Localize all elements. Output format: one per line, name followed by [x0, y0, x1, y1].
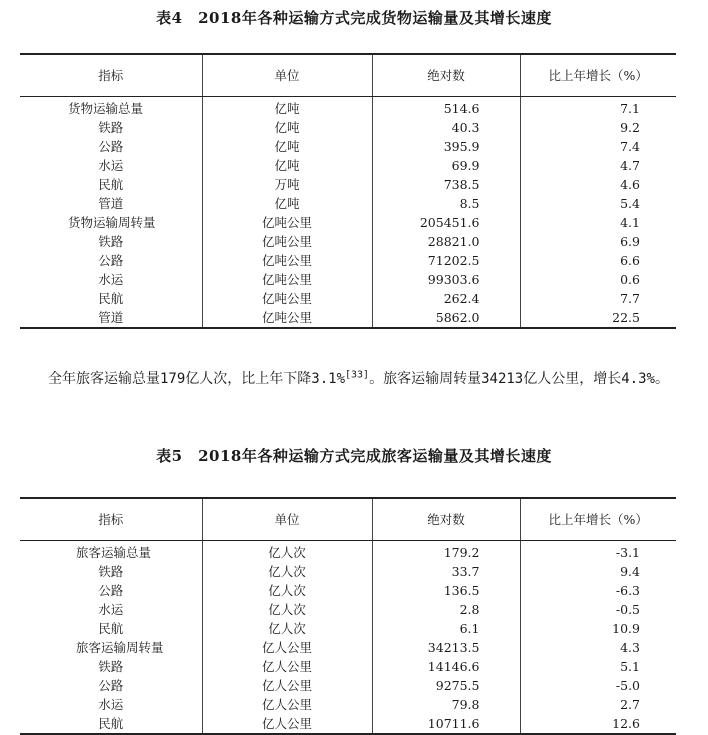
- row-value: 9275.5: [372, 676, 520, 695]
- table-row: [20, 581, 676, 600]
- row-growth: -6.3: [520, 581, 676, 600]
- row-unit: 亿吨: [202, 156, 372, 175]
- row-growth: 6.6: [520, 251, 676, 270]
- table-row: [20, 676, 676, 695]
- row-unit: 亿人次: [202, 562, 372, 581]
- table-row: [20, 118, 676, 137]
- row-value: 738.5: [372, 175, 520, 194]
- row-indicator: 民航: [98, 290, 124, 306]
- table-row: [20, 251, 676, 270]
- table-row: [20, 213, 676, 232]
- table-row: [20, 308, 676, 328]
- row-value: 262.4: [372, 289, 520, 308]
- row-indicator: 民航: [98, 176, 124, 192]
- row-unit: 亿人次: [202, 600, 372, 619]
- row-value: 8.5: [372, 194, 520, 213]
- table-header-row: [20, 54, 676, 96]
- table-row: [20, 657, 676, 676]
- row-indicator: 货物运输周转量: [68, 214, 156, 230]
- row-unit: 亿吨公里: [202, 270, 372, 289]
- table-row: [20, 714, 676, 734]
- row-unit: 亿吨公里: [202, 213, 372, 232]
- row-indicator: 公路: [98, 252, 124, 268]
- row-growth: 7.1: [520, 96, 676, 118]
- row-value: 514.6: [372, 96, 520, 118]
- row-value: 33.7: [372, 562, 520, 581]
- row-value: 10711.6: [372, 714, 520, 734]
- row-growth: 4.7: [520, 156, 676, 175]
- row-growth: 22.5: [520, 308, 676, 328]
- row-indicator: 铁路: [98, 563, 124, 579]
- row-growth: 5.4: [520, 194, 676, 213]
- table-row: [20, 137, 676, 156]
- row-unit: 亿吨: [202, 194, 372, 213]
- header-indicator: 指标: [20, 54, 202, 96]
- row-unit: 亿吨公里: [202, 308, 372, 328]
- row-growth: 12.6: [520, 714, 676, 734]
- table-row: [20, 638, 676, 657]
- row-indicator: 公路: [98, 582, 124, 598]
- freight-table: [20, 53, 676, 329]
- passenger-summary-paragraph: [20, 367, 700, 391]
- row-indicator: 旅客运输总量: [76, 544, 152, 560]
- row-unit: 亿人公里: [202, 638, 372, 657]
- row-unit: 亿吨公里: [202, 251, 372, 270]
- row-value: 5862.0: [372, 308, 520, 328]
- row-value: 395.9: [372, 137, 520, 156]
- table-row: [20, 175, 676, 194]
- header-absolute: 绝对数: [372, 54, 520, 96]
- table-row: [20, 194, 676, 213]
- row-unit: 亿吨: [202, 137, 372, 156]
- table-row: [20, 96, 676, 118]
- header-growth: 比上年增长（%）: [520, 54, 676, 96]
- row-indicator: 水运: [98, 157, 124, 173]
- row-growth: 7.4: [520, 137, 676, 156]
- row-growth: -5.0: [520, 676, 676, 695]
- row-value: 6.1: [372, 619, 520, 638]
- header-growth: 比上年增长（%）: [520, 498, 676, 540]
- row-growth: 2.7: [520, 695, 676, 714]
- row-value: 28821.0: [372, 232, 520, 251]
- row-value: 205451.6: [372, 213, 520, 232]
- row-value: 71202.5: [372, 251, 520, 270]
- row-unit: 亿吨: [202, 96, 372, 118]
- row-growth: 5.1: [520, 657, 676, 676]
- row-indicator: 旅客运输周转量: [76, 639, 164, 655]
- row-indicator: 水运: [98, 271, 124, 287]
- row-unit: 亿吨公里: [202, 232, 372, 251]
- table4-body: [20, 96, 676, 328]
- row-value: 79.8: [372, 695, 520, 714]
- row-indicator: 民航: [98, 620, 124, 636]
- paragraph-text-1: 全年旅客运输总量179亿人次，比上年下降3.1%: [48, 371, 345, 387]
- row-indicator: 公路: [98, 138, 124, 154]
- row-indicator: 铁路: [98, 658, 124, 674]
- header-indicator: 指标: [20, 498, 202, 540]
- table-row: [20, 232, 676, 251]
- row-indicator: 民航: [20, 714, 202, 734]
- table-row: [20, 289, 676, 308]
- row-growth: 0.6: [520, 270, 676, 289]
- paragraph-text-2: 。旅客运输周转量34213亿人公里，增长4.3%。: [369, 371, 669, 387]
- row-indicator: 铁路: [98, 233, 124, 249]
- row-value: 40.3: [372, 118, 520, 137]
- row-growth: 9.2: [520, 118, 676, 137]
- row-growth: 6.9: [520, 232, 676, 251]
- row-growth: 7.7: [520, 289, 676, 308]
- row-indicator: 公路: [98, 677, 124, 693]
- row-value: 14146.6: [372, 657, 520, 676]
- row-value: 34213.5: [372, 638, 520, 657]
- row-unit: 亿人公里: [202, 695, 372, 714]
- table-row: [20, 156, 676, 175]
- row-growth: 9.4: [520, 562, 676, 581]
- row-growth: 4.6: [520, 175, 676, 194]
- row-growth: -3.1: [520, 540, 676, 562]
- passenger-table: [20, 497, 676, 735]
- row-unit: 亿人次: [202, 581, 372, 600]
- table-header-row: [20, 498, 676, 540]
- table-row: [20, 540, 676, 562]
- row-unit: 亿人公里: [202, 676, 372, 695]
- row-value: 69.9: [372, 156, 520, 175]
- row-indicator: 管道: [98, 195, 124, 211]
- table-row: [20, 270, 676, 289]
- table4-title: 表4 2018年各种运输方式完成货物运输量及其增长速度: [156, 9, 552, 27]
- row-unit: 亿人次: [202, 540, 372, 562]
- row-indicator: 管道: [20, 308, 202, 328]
- row-growth: 4.1: [520, 213, 676, 232]
- table-row: [20, 562, 676, 581]
- row-unit: 万吨: [202, 175, 372, 194]
- row-value: 99303.6: [372, 270, 520, 289]
- row-indicator: 水运: [98, 601, 124, 617]
- row-value: 2.8: [372, 600, 520, 619]
- row-indicator: 铁路: [98, 119, 124, 135]
- row-indicator: 货物运输总量: [68, 100, 144, 116]
- header-unit: 单位: [202, 54, 372, 96]
- table-row: [20, 695, 676, 714]
- row-unit: 亿人公里: [202, 657, 372, 676]
- table5-body: [20, 540, 676, 734]
- footnote-ref[interactable]: [33]: [345, 369, 370, 381]
- row-unit: 亿人次: [202, 619, 372, 638]
- table5-title: 表5 2018年各种运输方式完成旅客运输量及其增长速度: [156, 447, 552, 465]
- header-absolute: 绝对数: [372, 498, 520, 540]
- row-growth: -0.5: [520, 600, 676, 619]
- row-value: 136.5: [372, 581, 520, 600]
- row-growth: 4.3: [520, 638, 676, 657]
- row-value: 179.2: [372, 540, 520, 562]
- table-row: [20, 619, 676, 638]
- row-unit: 亿人公里: [202, 714, 372, 734]
- row-growth: 10.9: [520, 619, 676, 638]
- header-unit: 单位: [202, 498, 372, 540]
- table-row: [20, 600, 676, 619]
- row-indicator: 水运: [98, 696, 124, 712]
- row-unit: 亿吨: [202, 118, 372, 137]
- row-unit: 亿吨公里: [202, 289, 372, 308]
